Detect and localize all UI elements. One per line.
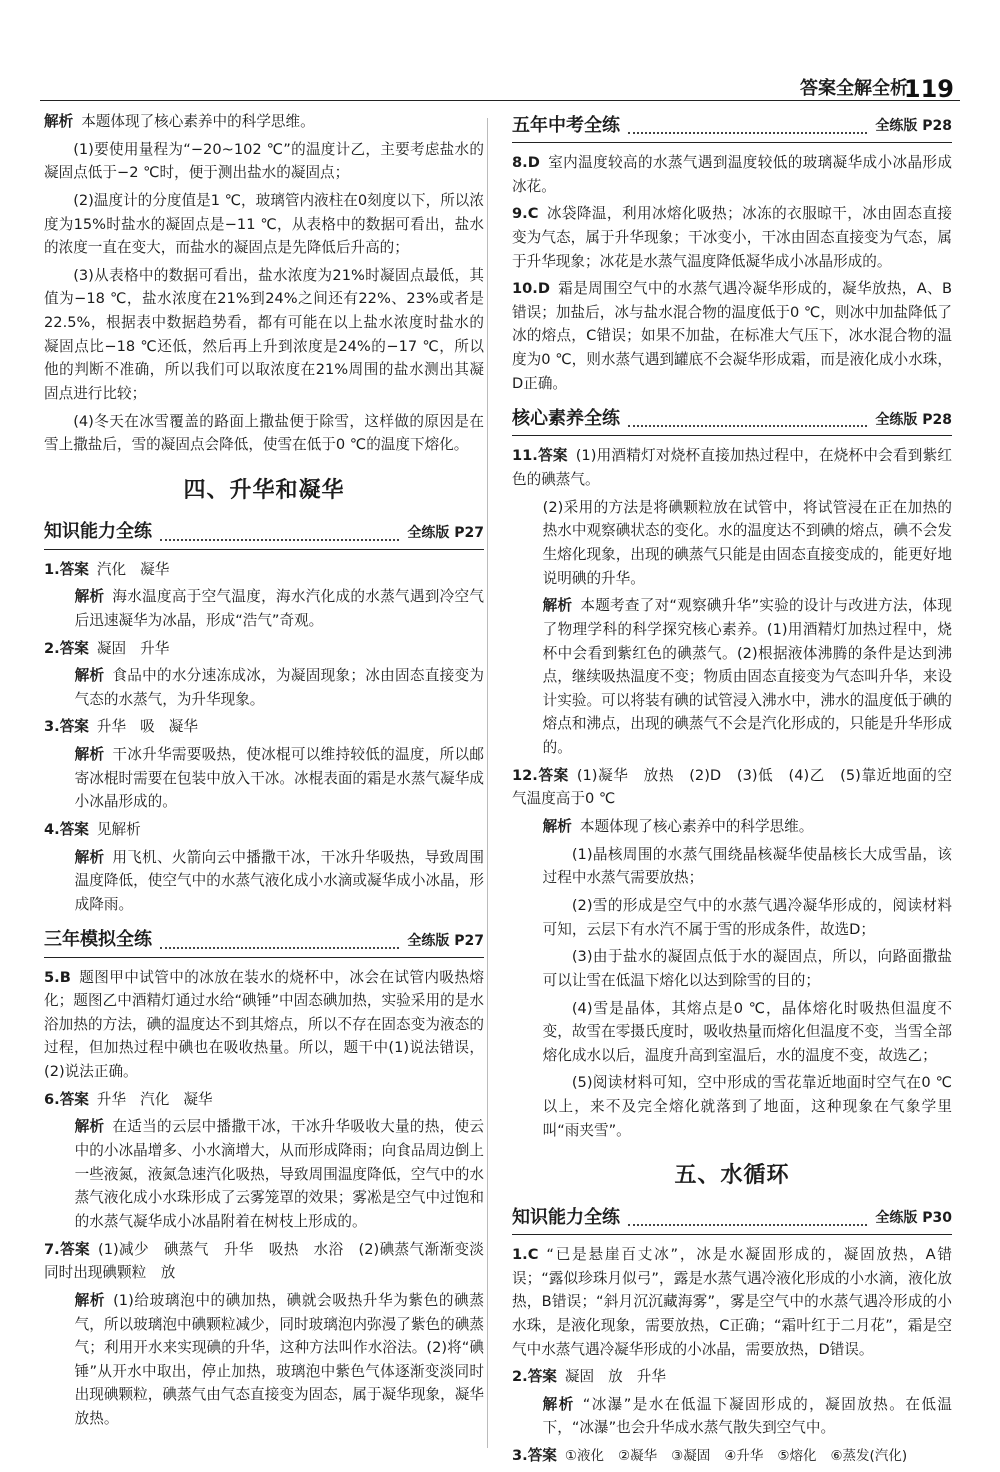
q2b-answer: 2.答案 凝固 放 升华 [512, 1368, 666, 1386]
q7-analysis: 解析 (1)给玻璃泡中的碘加热，碘就会吸热升华为紫色的碘蒸气，所以玻璃泡中碘颗粒减少，同时玻璃泡内弥漫了紫色的碘蒸气；利用开水来实现碘的升华，这种方法叫作水浴法。(2)将“碘锤”从开水中取出，停止加热，玻璃泡中紫色气体逐渐变淡同时出现碘颗粒，碘蒸气由气态直接变为固态，属于凝华现象，凝华放热。 [74, 1291, 484, 1428]
q12-answer: 12.答案 (1)凝华 放热 (2)D (3)低 (4)乙 (5)靠近地面的空气温度高于0 ℃ [512, 766, 952, 808]
q12-para-4: (4)雪是晶体，其熔点是0 ℃，晶体熔化时吸热但温度不变，故雪在零摄氏度时，吸收热量而熔化但温度不变，当雪全部熔化成水以后，温度升高到室温后，水的温度不变，故选乙； [542, 999, 952, 1064]
q1-answer: 1.答案 汽化 凝华 [44, 560, 170, 578]
right-column [512, 110, 952, 1472]
q11-answer: 11.答案 (1)用酒精灯对烧杯直接加热过程中，在烧杯中会看到紫红色的碘蒸气。 [512, 447, 952, 489]
intro-para-1: (1)要使用量程为“−20~102 ℃”的温度计乙，主要考虑盐水的凝固点低于−2 ℃时，便于测出盐水的凝固点； [44, 140, 484, 182]
q12-para-3: (3)由于盐水的凝固点低于水的凝固点，所以，向路面撒盐可以让雪在低温下熔化以达到除雪的目的； [542, 948, 952, 989]
section-header-5: 知识能力全练 全练版 P30 [512, 1204, 952, 1235]
section-header-4: 核心素养全练 全练版 P28 [512, 405, 952, 436]
intro-para-4: (4)冬天在冰雪覆盖的路面上撒盐便于除雪，这样做的原因是在雪上撒盐后，雪的凝固点会降低，使雪在低于0 ℃的温度下熔化。 [44, 412, 484, 454]
q11-analysis: 解析 本题考查了对“观察碘升华”实验的设计与改进方法，体现了物理学科的科学探究核心素养。(1)用酒精灯加热过程中，烧杯中会看到紫红色的碘蒸气。(2)根据液体沸腾的条件是达到沸点，继续吸热温度不变；物质由固态直接变为气态叫升华，来设计实验。可以将装有碘的试管浸入沸水中，沸水的温度低于碘的熔点和沸点，出现的碘蒸气不会是汽化形成的，只能是升华形成的。 [542, 597, 952, 757]
q2-analysis: 解析 食品中的水分速冻成冰，为凝固现象；冰由固态直接变为气态的水蒸气，为升华现象。 [74, 667, 484, 708]
intro-analysis: 解析 本题体现了核心素养中的科学思维。 [44, 113, 315, 130]
q12-para-5: (5)阅读材料可知，空中形成的雪花靠近地面时空气在0 ℃以上，来不及完全熔化就落到了地面，这种现象在气象学里叫“雨夹雪”。 [542, 1074, 952, 1139]
q6-answer: 6.答案 升华 汽化 凝华 [44, 1090, 213, 1108]
q5-answer: 5.B 题图甲中试管中的冰放在装水的烧杯中，冰会在试管内吸热熔化；题图乙中酒精灯通过水给“碘锤”中固态碘加热，实验采用的是水浴加热的方法，碘的温度达不到其熔点，所以不存在固态变为液态的过程，但加热过程中碘也在吸收热量。所以，题干中(1)说法错误，(2)说法正确。 [44, 968, 484, 1081]
q9-answer: 9.C 冰袋降温，利用冰熔化吸热；冰冻的衣服晾干，冰由固态直接变为气态，属于升华现象；干冰变小，干冰由固态直接变为气态，属于升华现象；冰花是水蒸气温度降低凝华成小冰晶形成的。 [512, 205, 952, 270]
q1-analysis: 解析 海水温度高于空气温度，海水汽化成的水蒸气遇到冷空气后迅速凝华为冰晶，形成“浩气”奇观。 [74, 588, 484, 629]
q7-answer: 7.答案 (1)减少 碘蒸气 升华 吸热 水浴 (2)碘蒸气渐渐变淡同时出现碘颗粒 放 [44, 1240, 484, 1282]
q12-para-1: (1)晶核周围的水蒸气围绕晶核凝华使晶核长大成雪晶，该过程中水蒸气需要放热； [542, 845, 952, 887]
q8-answer: 8.D 室内温度较高的水蒸气遇到温度较低的玻璃凝华成小冰晶形成冰花。 [512, 154, 952, 195]
column-divider [487, 118, 488, 1448]
q10-answer: 10.D 霜是周围空气中的水蒸气遇冷凝华形成的，凝华放热，A、B错误；加盐后，冰与盐水混合物的温度低于0 ℃，则冰中加盐降低了冰的熔点，C错误；如果不加盐，在标准大气压下，冰水混合物的温度为0 ℃，则水蒸气遇到罐底不会凝华形成霜，而是液化成小水珠，D正确。 [512, 280, 952, 392]
q12-analysis: 解析 本题体现了核心素养中的科学思维。 [542, 818, 814, 836]
section-header-3: 五年中考全练 全练版 P28 [512, 112, 952, 143]
intro-para-3: (3)从表格中的数据可看出，盐水浓度为21%时凝固点最低，其值为−18 ℃，盐水浓度在21%到24%之间还有22%、23%或者是22.5%，根据表中数据趋势看，都有可能在以上盐水浓度时盐水的凝固点比−18 ℃还低，然后再上升到浓度是24%的−17 ℃，所以他的判断不准确，所以我们可以取浓度在21%周围的盐水测出其凝固点进行比较； [44, 266, 484, 403]
chapter-heading-5: 五、水循环 [674, 1163, 790, 1189]
q6-analysis: 解析 在适当的云层中播撒干冰，干冰升华吸收大量的热，使云中的小冰晶增多、小水滴增大，从而形成降雨；向食品周边倒上一些液氮，液氮急速汽化吸热，导致周围温度降低，空气中的水蒸气液化成小水珠形成了云雾笼罩的效果；雾凇是空气中过饱和的水蒸气凝华成小冰晶附着在树枝上形成的。 [74, 1118, 484, 1230]
header-rule [40, 100, 960, 101]
q2-answer: 2.答案 凝固 升华 [44, 639, 170, 657]
q3-answer: 3.答案 升华 吸 凝华 [44, 718, 198, 736]
section-header-2: 三年模拟全练 全练版 P27 [44, 927, 484, 958]
q1b-answer: 1.C “已是悬崖百丈冰”，冰是水凝固形成的，凝固放热，A错误；“露似珍珠月似弓”，露是水蒸气遇冷液化形成的小水滴，液化放热，B错误；“斜月沉沉藏海雾”，雾是空气中的水蒸气遇冷形成的小水珠，是液化现象，需要放热，C正确；“霜叶红于二月花”，霜是空气中水蒸气遇冷凝华形成的小冰晶，需要放热，D错误。 [512, 1245, 952, 1358]
left-column [44, 110, 484, 1435]
page-number: 119 [903, 75, 954, 103]
q3-analysis: 解析 干冰升华需要吸热，使冰棍可以维持较低的温度，所以邮寄冰棍时需要在包装中放入干冰。冰棍表面的霜是水蒸气凝华成小冰晶形成的。 [74, 746, 484, 811]
q4-answer: 4.答案 见解析 [44, 821, 141, 838]
q4-analysis: 解析 用飞机、火箭向云中播撒干冰，干冰升华吸热，导致周围温度降低，使空气中的水蒸气液化成小水滴或凝华成小冰晶，形成降雨。 [74, 848, 484, 913]
q2b-analysis: 解析 “冰瀑”是水在低温下凝固形成的，凝固放热。在低温下，“冰瀑”也会升华成水蒸气散失到空气中。 [542, 1395, 952, 1437]
intro-para-2: (2)温度计的分度值是1 ℃，玻璃管内液柱在0刻度以下，所以浓度为15%时盐水的凝固点是−11 ℃，从表格中的数据可看出，盐水的浓度一直在变大，而盐水的凝固点是先降低后升高的； [44, 191, 484, 257]
chapter-heading-4: 四、升华和凝华 [183, 477, 345, 503]
section-header-1: 知识能力全练 全练版 P27 [44, 519, 484, 550]
q11-answer-2: (2)采用的方法是将碘颗粒放在试管中，将试管浸在正在加热的热水中观察碘状态的变化。水的温度达不到碘的熔点，碘不会发生熔化现象，出现的碘蒸气只能是由固态直接变成的，能更好地说明碘的升华。 [542, 498, 952, 587]
header-title: 答案全解全析 [800, 78, 908, 99]
q12-para-2: (2)雪的形成是空气中的水蒸气遇冷凝华形成的，阅读材料可知，云层下有水汽不属于雪的形成条件，故选D； [542, 896, 952, 938]
q3b-answer: 3.答案 ①液化 ②凝华 ③凝固 ④升华 ⑤熔化 ⑥蒸发(汽化) [512, 1447, 908, 1465]
